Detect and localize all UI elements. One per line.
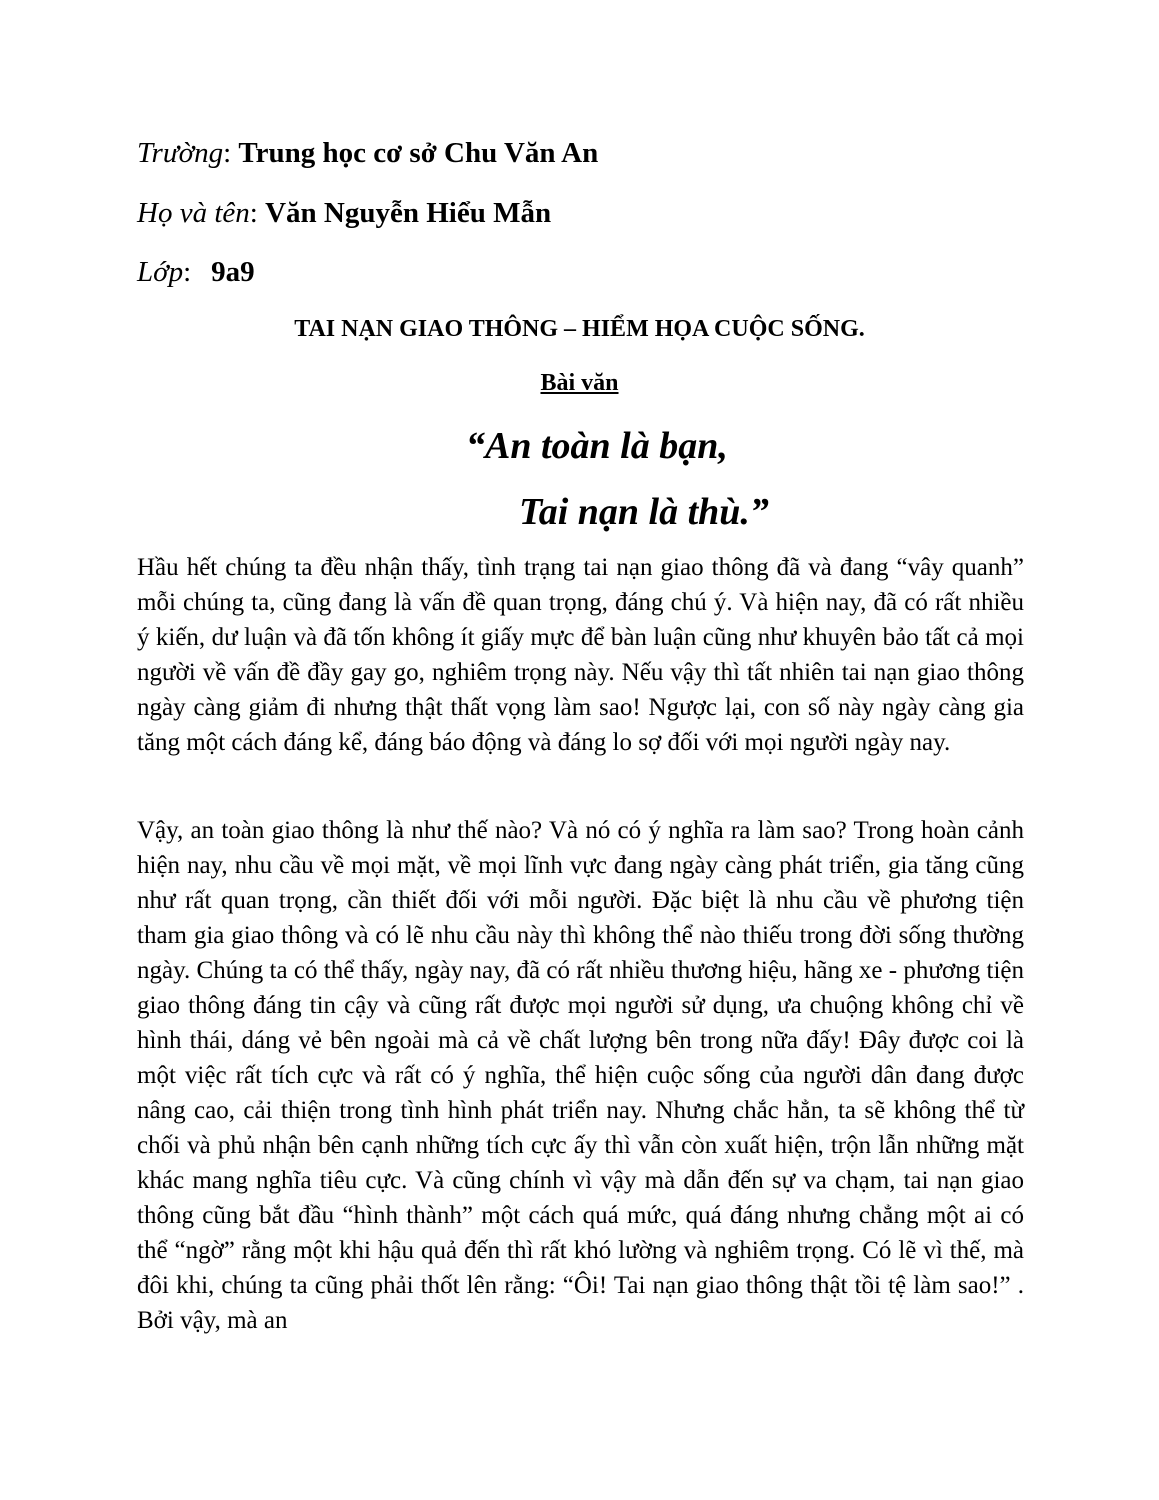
school-value: Trung học cơ sở Chu Văn An [238, 137, 599, 169]
class-line: Lớp: 9a9 [137, 256, 255, 288]
student-name-line: Họ và tên: Văn Nguyễn Hiểu Mẫn [137, 197, 552, 229]
quote-line-2: Tai nạn là thù.” [519, 491, 769, 533]
student-name-value: Văn Nguyễn Hiểu Mẫn [265, 197, 552, 229]
essay-subtitle: Bài văn [540, 370, 619, 396]
paragraph-2: Vậy, an toàn giao thông là như thế nào? Và nó có ý nghĩa ra làm sao? Trong hoàn cảnh hiện nay, nhu cầu về mọi mặt, về mọi lĩnh vực đang ngày càng phát triển, gia tăng cũng như rất quan trọng, cần thiết đối với mỗi người. Đặc biệt là nhu cầu về phương tiện tham gia giao thông và có lẽ nhu cầu này thì không thể nào thiếu trong đời sống thường ngày. Chúng ta có thể thấy, ngày nay, đã có rất nhiều thương hiệu, hãng xe - phương tiện giao thông đáng tin cậy và cũng rất được mọi người sử dụng, ưa chuộng không chỉ về hình thái, dáng vẻ bên ngoài mà cả về chất lượng bên trong nữa đấy! Đây được coi là một việc rất tích cực và rất có ý nghĩa, thể hiện cuộc sống của người dân đang được nâng cao, cải thiện trong tình hình phát triển nay. Nhưng chắc hẳn, ta sẽ không thể từ chối và phủ nhận bên cạnh những tích cực ấy thì vẫn còn xuất hiện, trộn lẫn những mặt khác mang nghĩa tiêu cực. Và cũng chính vì vậy mà dẫn đến sự va chạm, tai nạn giao thông cũng bắt đầu “hình thành” một cách quá mức, quá đáng nhưng chẳng một ai có thể “ngờ” rằng một khi hậu quả đến thì rất khó lường và nghiêm trọng. Có lẽ vì thế, mà đôi khi, chúng ta cũng phải thốt lên rằng: “Ôi! Tai nạn giao thông thật tồi tệ làm sao!” . Bởi vậy, mà an [137, 817, 1024, 1334]
class-value: 9a9 [211, 256, 255, 288]
school-line: Trường: Trung học cơ sở Chu Văn An [137, 137, 599, 169]
student-name-label: Họ và tên [137, 197, 250, 229]
school-label: Trường [137, 137, 224, 169]
quote-line-1: “An toàn là bạn, [466, 425, 728, 467]
paragraph-1: Hầu hết chúng ta đều nhận thấy, tình trạng tai nạn giao thông đã và đang “vây quanh” mỗi chúng ta, cũng đang là vấn đề quan trọng, đáng chú ý. Và hiện nay, đã có rất nhiều ý kiến, dư luận và đã tốn không ít giấy mực để bàn luận cũng như khuyên bảo tất cả mọi người về vấn đề đầy gay go, nghiêm trọng này. Nếu vậy thì tất nhiên tai nạn giao thông ngày càng giảm đi nhưng thật thất vọng làm sao! Ngược lại, con số này ngày càng gia tăng một cách đáng kể, đáng báo động và đáng lo sợ đối với mọi người ngày nay. [137, 554, 1024, 756]
essay-title: TAI NẠN GIAO THÔNG – HIỂM HỌA CUỘC SỐNG. [294, 316, 865, 342]
class-label: Lớp [137, 256, 184, 288]
